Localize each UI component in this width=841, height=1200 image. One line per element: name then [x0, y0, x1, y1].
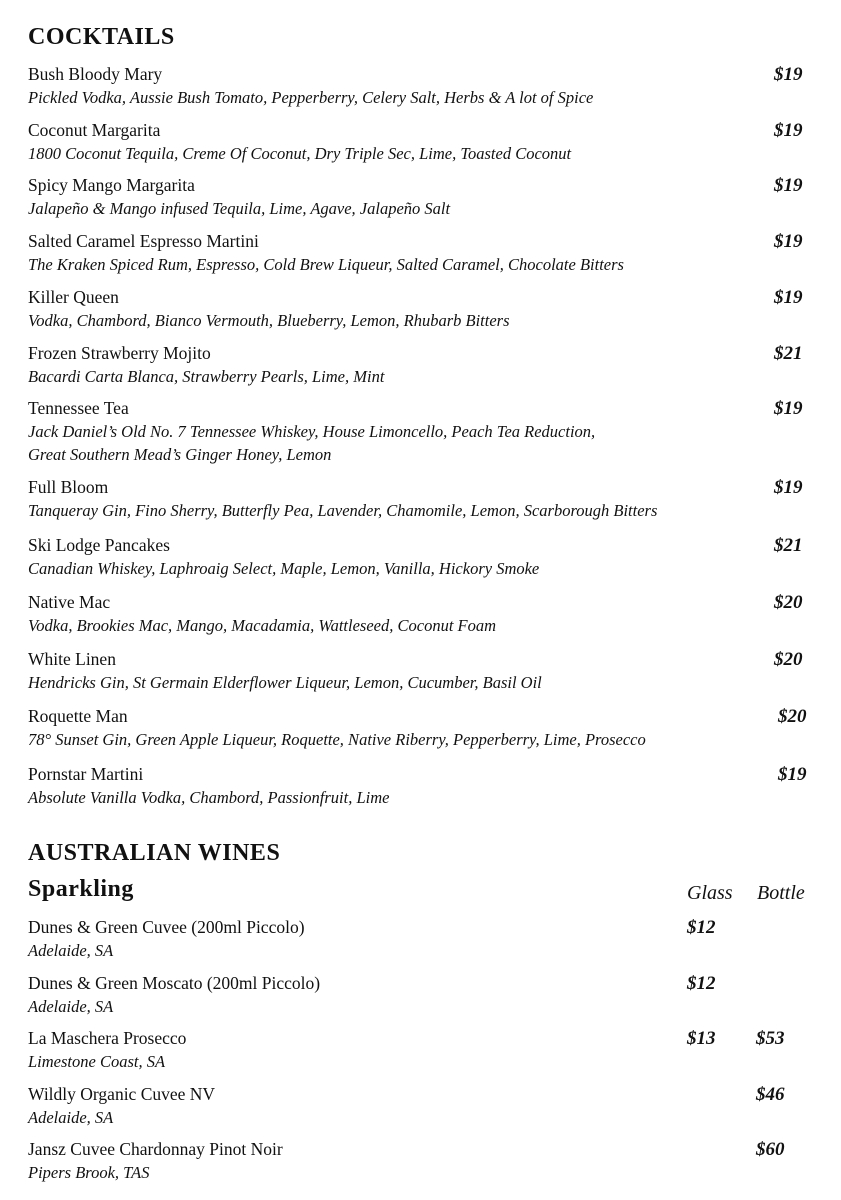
cocktail-description: Canadian Whiskey, Laphroaig Select, Maple, Lemon, Vanilla, Hickory Smoke — [28, 559, 540, 578]
cocktail-item — [28, 63, 818, 109]
cocktail-item — [28, 119, 818, 165]
cocktail-price: $20 — [778, 706, 807, 727]
cocktail-name: White Linen — [28, 649, 116, 669]
cocktail-item — [28, 763, 818, 809]
cocktail-description: Vodka, Brookies Mac, Mango, Macadamia, Wattleseed, Coconut Foam — [28, 616, 497, 635]
wine-region: Pipers Brook, TAS — [28, 1163, 150, 1182]
bottle-price: $60 — [756, 1139, 785, 1160]
cocktail-item — [28, 648, 818, 694]
bottle-column-header: Bottle — [757, 882, 805, 904]
wine-region: Adelaide, SA — [28, 1108, 114, 1127]
cocktail-name: Full Bloom — [28, 477, 109, 497]
cocktail-description: Absolute Vanilla Vodka, Chambord, Passionfruit, Lime — [28, 788, 390, 807]
cocktail-item — [28, 342, 818, 388]
wines-heading: AUSTRALIAN WINES — [28, 840, 281, 866]
glass-price: $13 — [687, 1028, 716, 1049]
cocktails-heading: COCKTAILS — [28, 24, 175, 50]
cocktail-name: Roquette Man — [28, 706, 128, 726]
cocktail-description: Pickled Vodka, Aussie Bush Tomato, Pepperberry, Celery Salt, Herbs & A lot of Spice — [28, 88, 594, 107]
cocktail-item — [28, 230, 818, 276]
wine-region: Adelaide, SA — [28, 997, 114, 1016]
wine-item — [28, 1027, 818, 1073]
cocktail-price: $20 — [774, 649, 803, 670]
cocktail-description: 78° Sunset Gin, Green Apple Liqueur, Roquette, Native Riberry, Pepperberry, Lime, Prosecco — [28, 730, 646, 749]
glass-column-header: Glass — [687, 882, 733, 904]
cocktail-name: Killer Queen — [28, 287, 119, 307]
cocktail-name: Pornstar Martini — [28, 764, 144, 784]
cocktail-name: Salted Caramel Espresso Martini — [28, 231, 259, 251]
cocktail-price: $21 — [774, 535, 803, 556]
cocktail-name: Tennessee Tea — [28, 398, 129, 418]
glass-price: $12 — [687, 973, 716, 994]
bottle-price: $46 — [756, 1084, 785, 1105]
wine-item — [28, 1138, 818, 1184]
sparkling-header — [28, 876, 818, 908]
cocktail-description: Tanqueray Gin, Fino Sherry, Butterfly Pea, Lavender, Chamomile, Lemon, Scarborough Bitters — [28, 501, 658, 520]
cocktail-name: Spicy Mango Margarita — [28, 175, 195, 195]
wine-item — [28, 916, 818, 962]
cocktail-name: Coconut Margarita — [28, 120, 161, 140]
wine-name: Wildly Organic Cuvee NV — [28, 1084, 216, 1104]
cocktail-price: $21 — [774, 343, 803, 364]
cocktail-name: Ski Lodge Pancakes — [28, 535, 170, 555]
cocktail-description: 1800 Coconut Tequila, Creme Of Coconut, Dry Triple Sec, Lime, Toasted Coconut — [28, 144, 572, 163]
wine-name: Dunes & Green Moscato (200ml Piccolo) — [28, 973, 321, 993]
cocktail-price: $19 — [774, 477, 803, 498]
cocktail-item — [28, 476, 818, 522]
cocktail-description: Vodka, Chambord, Bianco Vermouth, Blueberry, Lemon, Rhubarb Bitters — [28, 311, 510, 330]
cocktail-description: Jalapeño & Mango infused Tequila, Lime, Agave, Jalapeño Salt — [28, 199, 451, 218]
cocktail-item — [28, 591, 818, 637]
wine-item — [28, 972, 818, 1018]
bottle-price: $53 — [756, 1028, 785, 1049]
cocktail-price: $19 — [774, 64, 803, 85]
cocktail-price: $19 — [774, 231, 803, 252]
cocktail-price: $19 — [774, 175, 803, 196]
cocktail-name: Frozen Strawberry Mojito — [28, 343, 211, 363]
cocktail-item — [28, 397, 818, 466]
cocktail-description: Hendricks Gin, St Germain Elderflower Liqueur, Lemon, Cucumber, Basil Oil — [28, 673, 542, 692]
wine-name: Dunes & Green Cuvee (200ml Piccolo) — [28, 917, 305, 937]
cocktail-price: $19 — [774, 287, 803, 308]
cocktail-item — [28, 705, 818, 751]
cocktail-item — [28, 286, 818, 332]
cocktail-price: $19 — [778, 764, 807, 785]
wine-name: La Maschera Prosecco — [28, 1028, 187, 1048]
cocktail-description: Bacardi Carta Blanca, Strawberry Pearls, Lime, Mint — [28, 367, 385, 386]
wine-item — [28, 1083, 818, 1129]
cocktail-item — [28, 174, 818, 220]
glass-price: $12 — [687, 917, 716, 938]
cocktail-name: Bush Bloody Mary — [28, 64, 163, 84]
sparkling-title: Sparkling — [28, 876, 134, 902]
cocktail-description: The Kraken Spiced Rum, Espresso, Cold Brew Liqueur, Salted Caramel, Chocolate Bitters — [28, 255, 624, 274]
wine-name: Jansz Cuvee Chardonnay Pinot Noir — [28, 1139, 283, 1159]
cocktail-price: $20 — [774, 592, 803, 613]
wine-region: Adelaide, SA — [28, 941, 114, 960]
cocktail-price: $19 — [774, 398, 803, 419]
cocktail-name: Native Mac — [28, 592, 111, 612]
cocktail-item — [28, 534, 818, 580]
cocktail-price: $19 — [774, 120, 803, 141]
cocktail-description: Jack Daniel’s Old No. 7 Tennessee Whiskey, House Limoncello, Peach Tea Reduction, — [28, 422, 596, 441]
cocktail-description: Great Southern Mead’s Ginger Honey, Lemon — [28, 445, 332, 464]
wine-region: Limestone Coast, SA — [28, 1052, 166, 1071]
